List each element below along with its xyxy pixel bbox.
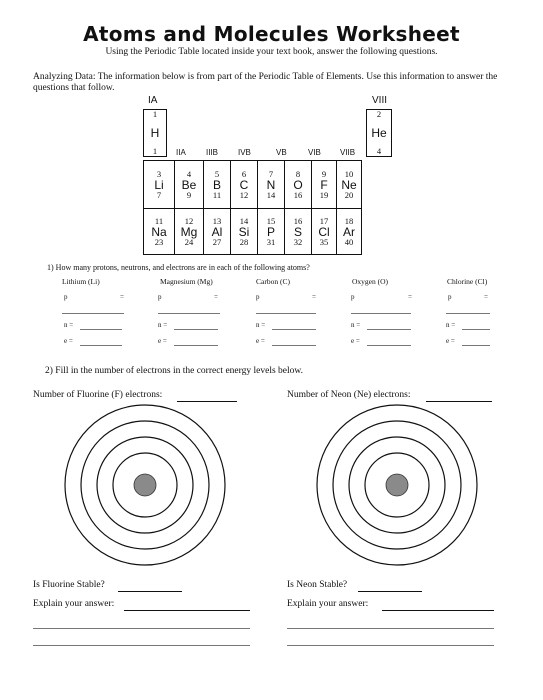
atomic-mass: 27 — [212, 236, 222, 247]
neon-electrons-label: Number of Neon (Ne) electrons: — [287, 390, 411, 400]
group-header-viib: VIIB — [340, 148, 356, 157]
nucleus-icon — [386, 474, 408, 496]
proton-label: p — [351, 293, 355, 301]
electron-answer-line[interactable] — [272, 345, 316, 346]
equals-sign: = — [312, 293, 316, 301]
element-symbol: F — [320, 177, 328, 192]
element-symbol: Mg — [180, 224, 198, 239]
electron-label: e = — [64, 337, 73, 345]
element-symbol: Al — [211, 224, 223, 239]
atomic-number: 14 — [239, 215, 249, 226]
neon-explain-line[interactable] — [382, 610, 494, 611]
atomic-mass: 20 — [344, 189, 354, 200]
atomic-number: 15 — [266, 215, 276, 226]
atomic-number: 18 — [344, 215, 354, 226]
atomic-number: 5 — [214, 168, 220, 179]
atomic-mass: 7 — [156, 189, 162, 200]
element-symbol: C — [239, 177, 249, 192]
atomic-mass: 19 — [319, 189, 329, 200]
neon-stable-answer-line[interactable] — [358, 591, 422, 592]
element-cell-o — [285, 161, 312, 209]
fluorine-explain-line-3[interactable] — [33, 645, 250, 646]
element-symbol: Cl — [318, 224, 330, 239]
electron-label: e = — [256, 337, 265, 345]
periodic-table-main — [143, 160, 362, 255]
worksheet-subtitle: Using the Periodic Table located inside your text book, answer the following questions. — [105, 47, 438, 57]
atomic-number: 2 — [376, 109, 382, 119]
element-cell-al — [204, 209, 231, 255]
group-ia-label: IA — [148, 95, 158, 106]
group-header-iia: IIA — [176, 148, 186, 157]
electron-answer-line[interactable] — [367, 345, 411, 346]
atomic-mass: 35 — [319, 236, 329, 247]
fluorine-explain-label: Explain your answer: — [33, 599, 115, 609]
neon-explain-label: Explain your answer: — [287, 599, 369, 609]
atomic-mass: 11 — [212, 189, 222, 200]
element-cell-mg — [175, 209, 204, 255]
neutron-answer-line[interactable] — [80, 329, 122, 330]
atomic-number: 12 — [184, 215, 194, 226]
fluorine-stable-label: Is Fluorine Stable? — [33, 580, 105, 590]
fluorine-explain-line-2[interactable] — [33, 628, 250, 629]
atomic-mass: 40 — [344, 236, 354, 247]
element-symbol: Li — [154, 177, 164, 192]
proton-answer-line[interactable] — [351, 313, 411, 314]
atomic-number: 9 — [321, 168, 327, 179]
atomic-mass: 16 — [293, 189, 303, 200]
element-label-carbon: Carbon (C) — [256, 277, 290, 286]
atomic-number: 16 — [293, 215, 303, 226]
group-header-ivb: IVB — [238, 148, 251, 157]
worksheet-title: Atoms and Molecules Worksheet — [83, 22, 460, 46]
proton-answer-line[interactable] — [446, 313, 490, 314]
group-header-vib: VIB — [308, 148, 321, 157]
element-cell-cl — [312, 209, 337, 255]
atomic-number: 11 — [154, 215, 164, 226]
neutron-label: n = — [256, 321, 266, 329]
question-1: 1) How many protons, neutrons, and electrons are in each of the following atoms? — [47, 263, 310, 272]
equals-sign: = — [484, 293, 488, 301]
intro-text: Analyzing Data: The information below is from part of the Periodic Table of Elements. Use this information to answer the questions that follow. — [33, 72, 498, 93]
electron-label: e = — [351, 337, 360, 345]
atomic-mass: 9 — [186, 189, 192, 200]
proton-answer-line[interactable] — [158, 313, 220, 314]
electron-answer-line[interactable] — [174, 345, 218, 346]
element-cell-n — [258, 161, 285, 209]
atomic-number: 6 — [241, 168, 247, 179]
electron-answer-line[interactable] — [80, 345, 122, 346]
atomic-number: 3 — [156, 168, 162, 179]
element-label-magnesium: Magnesium (Mg) — [160, 277, 213, 286]
atomic-number: 17 — [319, 215, 329, 226]
atomic-mass: 4 — [376, 146, 382, 156]
element-cell-f — [312, 161, 337, 209]
atomic-mass: 24 — [184, 236, 194, 247]
periodic-table-h — [143, 109, 167, 157]
atomic-number: 1 — [152, 109, 158, 119]
element-cell-p — [258, 209, 285, 255]
atomic-number: 4 — [186, 168, 192, 179]
element-symbol: O — [293, 177, 303, 192]
element-symbol: P — [266, 224, 275, 239]
equals-sign: = — [120, 293, 124, 301]
neon-stable-label: Is Neon Stable? — [287, 580, 348, 590]
neutron-label: n = — [64, 321, 74, 329]
element-symbol: Be — [181, 177, 197, 192]
equals-sign: = — [408, 293, 412, 301]
element-symbol: He — [371, 126, 387, 140]
proton-label: p — [256, 293, 260, 301]
atomic-mass: 23 — [154, 236, 164, 247]
proton-label: p — [158, 293, 162, 301]
proton-answer-line[interactable] — [62, 313, 124, 314]
element-label-lithium: Lithium (Li) — [62, 277, 100, 286]
fluorine-bohr-diagram[interactable] — [62, 402, 228, 568]
element-symbol: B — [212, 177, 221, 192]
group-viii-label: VIII — [372, 95, 388, 106]
element-cell-si — [231, 209, 258, 255]
electron-label: e = — [446, 337, 455, 345]
element-symbol: Ar — [343, 224, 355, 239]
neutron-answer-line[interactable] — [462, 329, 490, 330]
atomic-number: 10 — [344, 168, 354, 179]
atomic-number: 7 — [268, 168, 274, 179]
element-cell-na — [144, 209, 175, 255]
atomic-mass: 28 — [239, 236, 249, 247]
neon-bohr-diagram[interactable] — [314, 402, 480, 568]
fluorine-explain-line[interactable] — [124, 610, 250, 611]
element-symbol: H — [150, 126, 160, 140]
element-label-chlorine: Chlorine (Cl) — [447, 277, 488, 286]
element-symbol: N — [266, 177, 276, 192]
equals-sign: = — [214, 293, 218, 301]
atomic-mass: 1 — [152, 146, 158, 156]
group-header-vb: VB — [276, 148, 287, 157]
element-cell-be — [175, 161, 204, 209]
question-2: 2) Fill in the number of electrons in the correct energy levels below. — [45, 366, 304, 376]
periodic-table-he — [366, 109, 392, 157]
atomic-mass: 14 — [266, 189, 276, 200]
neutron-answer-line[interactable] — [272, 329, 316, 330]
element-label-oxygen: Oxygen (O) — [352, 277, 389, 286]
element-symbol: S — [293, 224, 302, 239]
atomic-number: 13 — [212, 215, 222, 226]
element-cell-li — [144, 161, 175, 209]
element-cell-b — [204, 161, 231, 209]
neon-explain-line-2[interactable] — [287, 628, 494, 629]
neutron-label: n = — [351, 321, 361, 329]
fluorine-stable-answer-line[interactable] — [118, 591, 182, 592]
element-cell-h — [144, 110, 167, 157]
atomic-mass: 32 — [293, 236, 303, 247]
neutron-answer-line[interactable] — [367, 329, 411, 330]
neon-explain-line-3[interactable] — [287, 645, 494, 646]
proton-label: p — [448, 293, 452, 301]
electron-answer-line[interactable] — [462, 345, 490, 346]
element-symbol: Na — [151, 224, 167, 239]
atomic-number: 8 — [295, 168, 301, 179]
atomic-mass: 12 — [239, 189, 249, 200]
proton-label: p — [64, 293, 68, 301]
element-cell-s — [285, 209, 312, 255]
proton-answer-line[interactable] — [256, 313, 316, 314]
element-cell-ar — [337, 209, 362, 255]
nucleus-icon — [134, 474, 156, 496]
element-symbol: Si — [238, 224, 250, 239]
neutron-label: n = — [158, 321, 168, 329]
fluorine-electrons-label: Number of Fluorine (F) electrons: — [33, 390, 163, 400]
element-symbol: Ne — [341, 177, 357, 192]
neutron-label: n = — [446, 321, 456, 329]
element-cell-ne — [337, 161, 362, 209]
element-cell-c — [231, 161, 258, 209]
neutron-answer-line[interactable] — [174, 329, 218, 330]
atomic-mass: 31 — [266, 236, 276, 247]
electron-label: e = — [158, 337, 167, 345]
group-header-iiib: IIIB — [206, 148, 219, 157]
element-cell-he — [367, 110, 392, 157]
